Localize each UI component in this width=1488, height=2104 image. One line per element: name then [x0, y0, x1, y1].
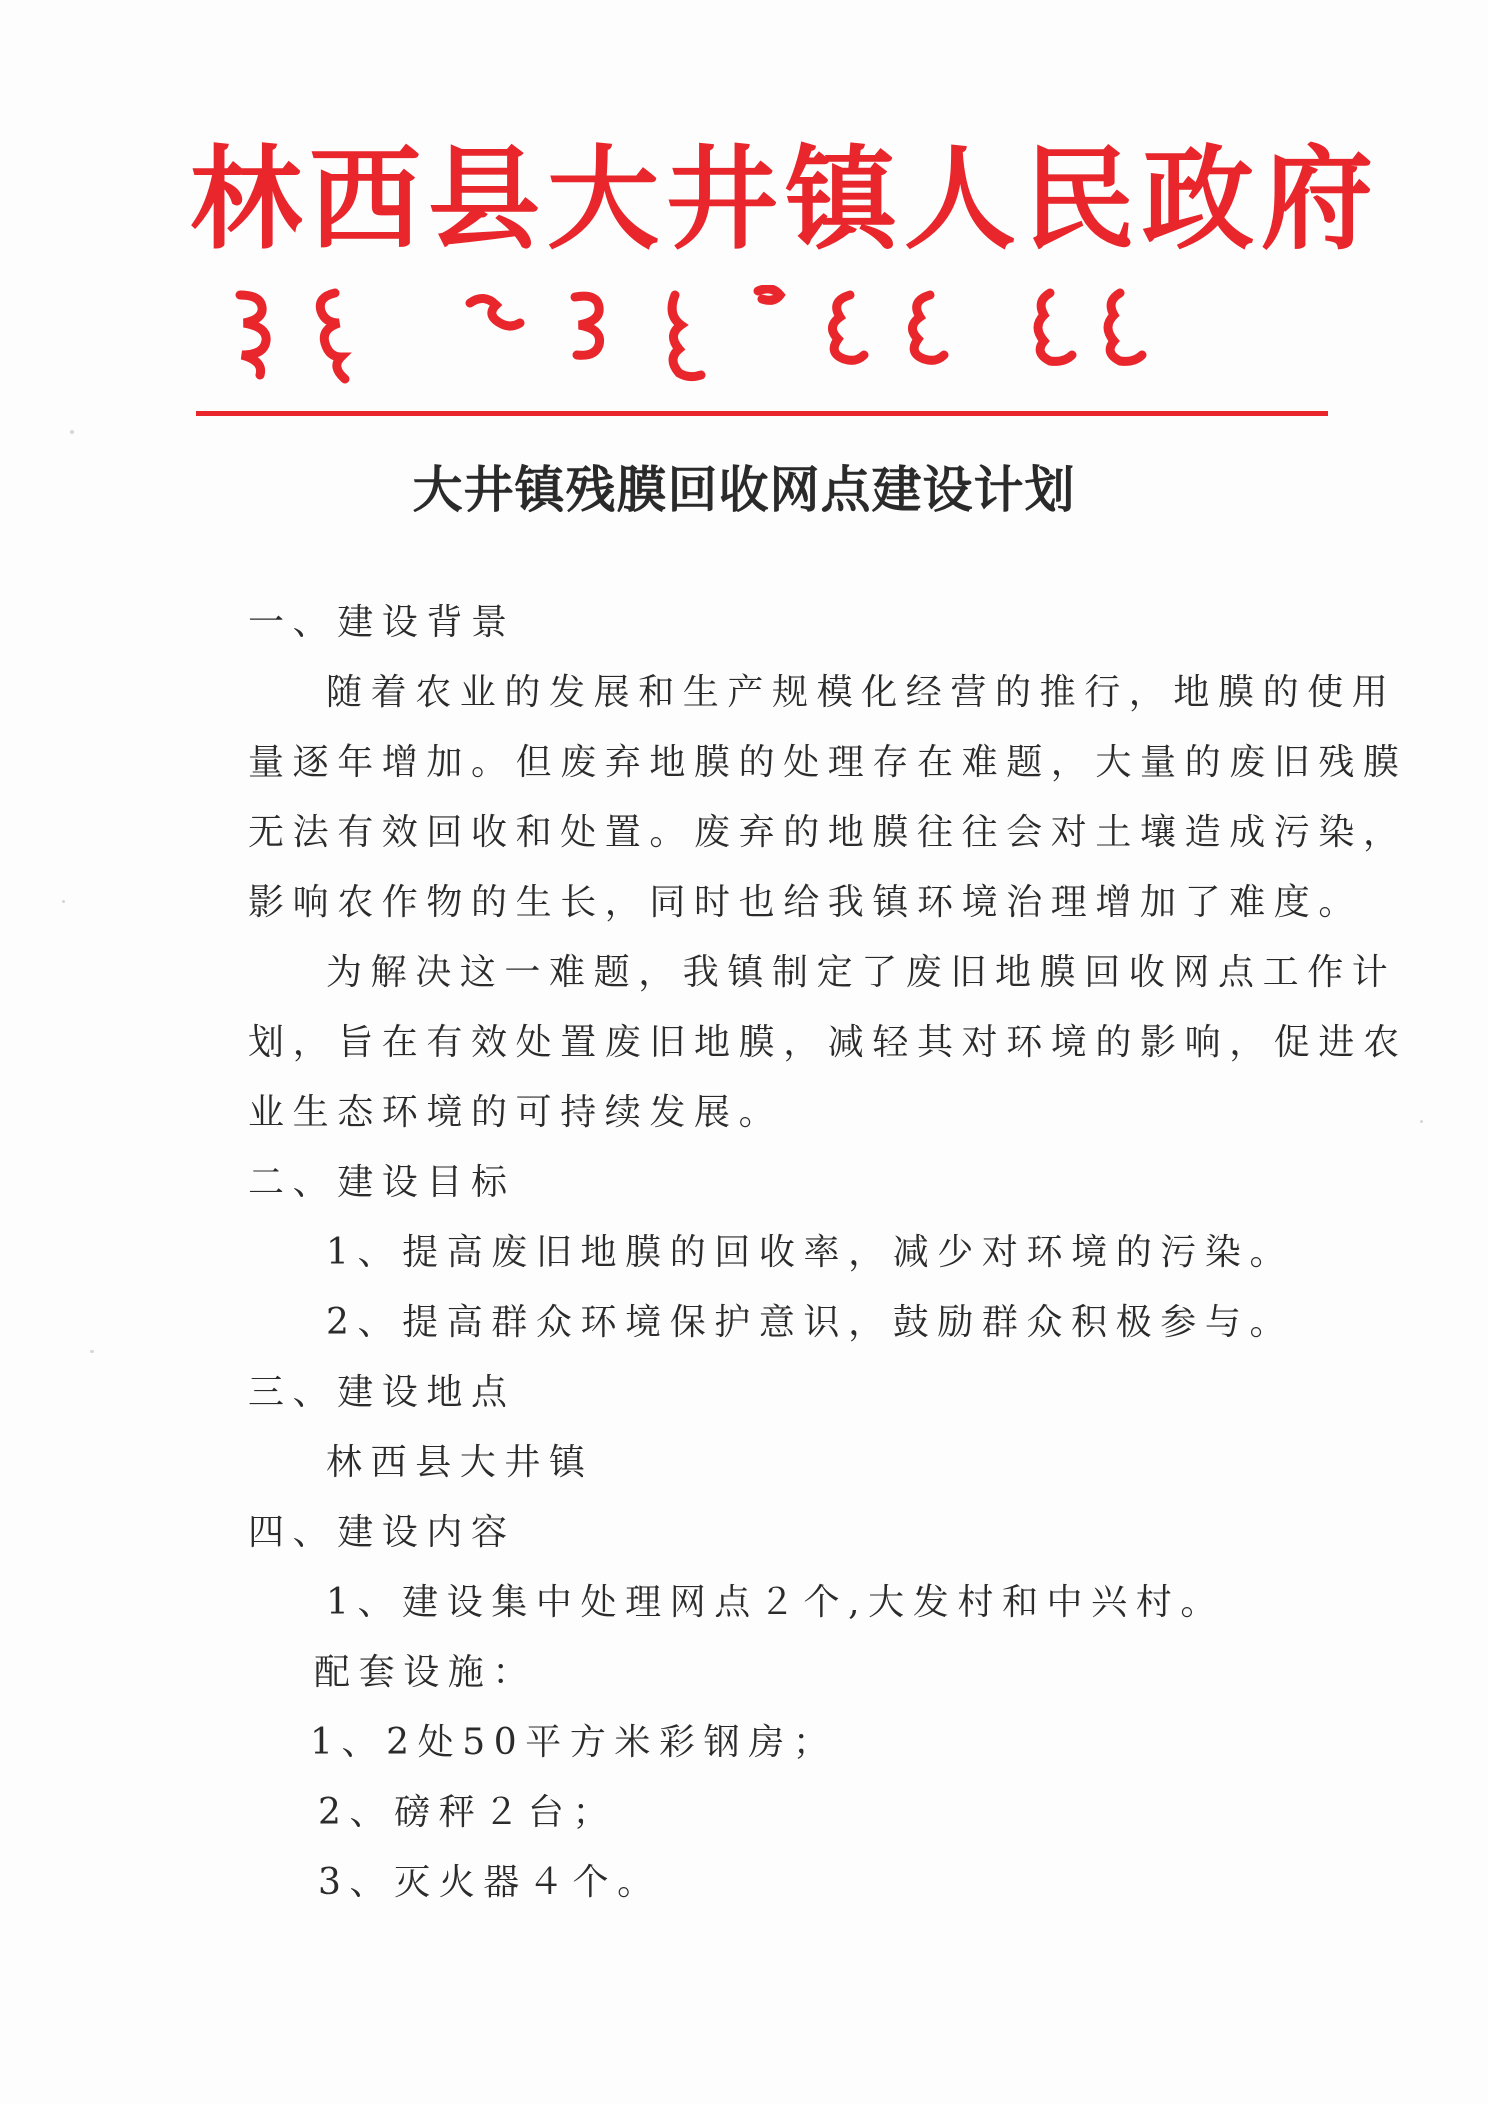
section-heading-location: 三、建设地点 [248, 1372, 516, 1413]
paragraph-line: 为解决这一难题，我镇制定了废旧地膜回收网点工作计 [326, 952, 1397, 993]
facilities-label: 配套设施： [314, 1652, 538, 1693]
section-heading-background: 一、建设背景 [248, 602, 516, 643]
scan-speck [70, 430, 74, 434]
facility-item: 2、磅秤２台； [318, 1792, 618, 1833]
paragraph-line: 随着农业的发展和生产规模化经营的推行，地膜的使用 [326, 672, 1397, 713]
section-heading-goals: 二、建设目标 [248, 1162, 516, 1203]
document-title: 大井镇残膜回收网点建设计划 [412, 461, 1076, 519]
facility-item: 3、灭火器４个。 [318, 1862, 662, 1903]
letterhead-red-rule [196, 411, 1328, 416]
paragraph-line: 业生态环境的可持续发展。 [248, 1092, 784, 1133]
paragraph-line: 量逐年增加。但废弃地膜的处理存在难题，大量的废旧残膜 [248, 742, 1408, 783]
paragraph-line: 划，旨在有效处置废旧地膜，减轻其对环境的影响，促进农 [248, 1022, 1408, 1063]
scan-speck [62, 900, 65, 903]
goal-item: 2、提高群众环境保护意识，鼓励群众积极参与。 [326, 1302, 1295, 1343]
paragraph-line: 影响农作物的生长，同时也给我镇环境治理增加了难度。 [248, 882, 1364, 923]
facility-item: 1、2处50平方米彩钢房； [310, 1722, 838, 1763]
paragraph-line: 无法有效回收和处置。废弃的地膜往往会对土壤造成污染， [248, 812, 1408, 853]
location-text: 林西县大井镇 [326, 1442, 594, 1483]
content-item: 1、建设集中处理网点２个,大发村和中兴村。 [326, 1582, 1225, 1623]
section-heading-content: 四、建设内容 [248, 1512, 516, 1553]
letterhead-org-name: 林西县大井镇人民政府 [190, 135, 1380, 265]
goal-item: 1、提高废旧地膜的回收率，减少对环境的污染。 [326, 1232, 1295, 1273]
scan-speck [90, 1350, 94, 1353]
scan-speck [1420, 1120, 1423, 1123]
mongolian-script-seal [230, 285, 1330, 395]
